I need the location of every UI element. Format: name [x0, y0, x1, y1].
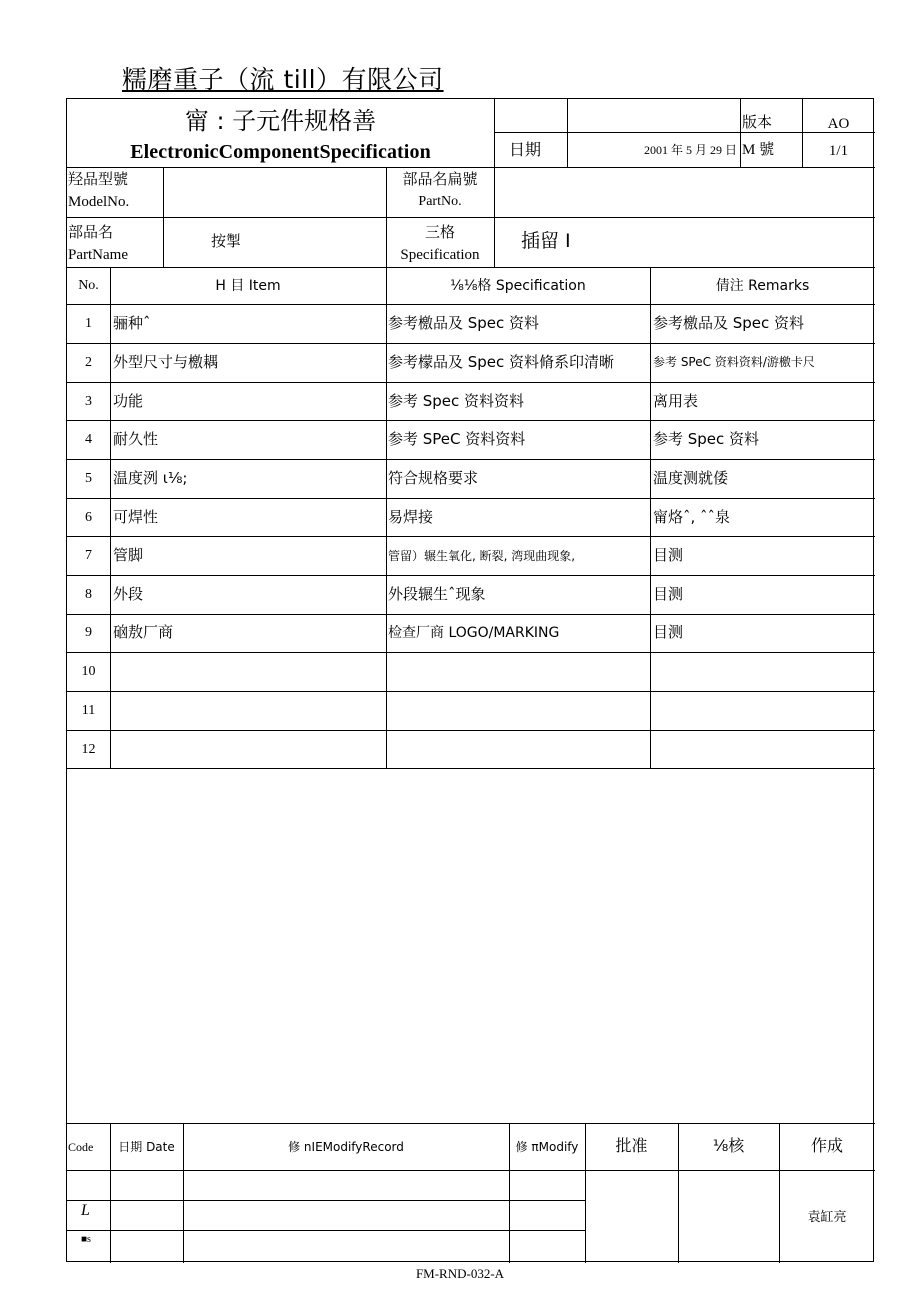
author-signature: 袁缸亮 — [807, 1210, 847, 1225]
col-header-item: H 目 Item — [215, 278, 281, 294]
col-header-no: No. — [78, 278, 99, 293]
rule — [67, 382, 875, 383]
row-remarks: 离用表 — [653, 392, 699, 410]
row-spec: 外段辗生ˆ现象 — [388, 585, 486, 603]
row-no: 9 — [85, 625, 92, 640]
rule — [67, 267, 875, 268]
row-item: 耐久性 — [113, 430, 159, 448]
page-label: M 號 — [742, 142, 775, 158]
rule — [67, 498, 875, 499]
review-label: ⅛核 — [712, 1136, 745, 1155]
rule — [67, 343, 875, 344]
partno-label-cn: 部品名扁號 — [402, 170, 478, 188]
row-no: 5 — [85, 471, 92, 486]
row-remarks: 甯烙ˆ, ˆˆ泉 — [653, 508, 731, 526]
rule — [67, 536, 875, 537]
partname-value: 按掣 — [211, 232, 242, 250]
rule — [110, 267, 111, 768]
rule — [650, 267, 651, 768]
date-label: 日期 — [509, 140, 542, 159]
rule — [567, 99, 568, 167]
revision-code-label: Code — [68, 1140, 94, 1154]
row-no: 8 — [85, 587, 92, 602]
company-name: 糯磨重子（流 till）有限公司 — [122, 65, 444, 94]
row-item: 外段 — [113, 585, 144, 603]
rule — [740, 99, 741, 167]
author-label: 作成 — [810, 1136, 843, 1155]
row-item: 硇敖厂商 — [113, 623, 174, 641]
rule — [67, 730, 875, 731]
model-label-cn: 羟品型號 — [68, 170, 129, 188]
document-title-en: ElectronicComponentSpecification — [130, 141, 431, 163]
row-spec: 易焊接 — [388, 508, 434, 526]
revision-modify-label: 修 πModify — [515, 1140, 579, 1154]
rule — [67, 768, 875, 769]
rule — [67, 652, 875, 653]
revision-row-code: ■s — [81, 1234, 91, 1245]
col-header-spec: ⅛⅛格 Specification — [450, 278, 586, 294]
rule — [67, 217, 875, 218]
rule — [67, 167, 875, 168]
rule — [67, 1123, 875, 1124]
rule — [494, 99, 495, 167]
row-spec: 参考 SPeC 资料资料 — [388, 430, 526, 448]
rule — [67, 614, 875, 615]
partno-label-en: PartNo. — [418, 194, 462, 209]
row-remarks: 参考 SPeC 资料资料/游檄卡尺 — [653, 355, 815, 369]
partname-label-en: PartName — [68, 247, 128, 263]
row-remarks: 参考 Spec 资料 — [653, 430, 760, 448]
row-no: 4 — [85, 432, 92, 447]
document-title-cn: 甯 : 子元件规格善 — [184, 107, 377, 135]
revision-row-code: L — [81, 1202, 90, 1219]
row-spec: 管留）辗生氧化, 断裂, 湾现曲现象, — [388, 549, 576, 563]
row-spec: 参考檄品及 Spec 资料 — [388, 314, 540, 332]
row-item: 管脚 — [113, 546, 144, 564]
spec-value: 插留 I — [521, 230, 571, 252]
row-remarks: 目测 — [653, 585, 684, 603]
revision-record-label: 修 nIEModifyRecord — [288, 1140, 404, 1154]
row-remarks: 参考檄品及 Spec 资料 — [653, 314, 805, 332]
rule — [67, 1230, 585, 1231]
row-spec: 检查厂商 LOGO/MARKING — [388, 625, 560, 641]
rule — [386, 267, 387, 768]
row-no: 10 — [81, 664, 96, 679]
row-no: 11 — [81, 703, 96, 718]
spec-label-en: Specification — [400, 247, 480, 263]
rule — [67, 459, 875, 460]
spec-form — [66, 98, 874, 1262]
row-item: 骊种ˆ — [113, 314, 151, 332]
row-spec: 参考 Spec 资料资料 — [388, 392, 525, 410]
model-label-en: ModelNo. — [68, 194, 130, 210]
row-remarks: 目测 — [653, 546, 684, 564]
row-item: 可焊性 — [113, 508, 159, 526]
spec-label-cn: 三格 — [424, 223, 455, 241]
col-header-remarks: 倩注 Remarks — [715, 278, 810, 294]
rule — [67, 420, 875, 421]
row-no: 1 — [85, 316, 92, 331]
revision-date-label: 日期 Date — [118, 1140, 175, 1154]
rule — [67, 575, 875, 576]
row-no: 6 — [85, 510, 92, 525]
approve-label: 批准 — [615, 1136, 648, 1155]
row-item: 功能 — [113, 392, 144, 410]
row-item: 温度洌 ι⅛; — [113, 469, 188, 487]
row-spec: 参考檬品及 Spec 资料脩系印清晰 — [388, 353, 615, 371]
rule — [67, 691, 875, 692]
rule — [67, 1200, 585, 1201]
partname-label-cn: 部品名 — [68, 223, 114, 241]
date-value: 2001 年 5 月 29 日 — [644, 143, 738, 157]
row-item: 外型尺寸与檄耦 — [113, 353, 219, 371]
page-value: 1/1 — [828, 143, 849, 159]
rule — [163, 167, 164, 267]
row-no: 3 — [85, 394, 92, 409]
row-no: 7 — [85, 548, 92, 563]
rule — [67, 304, 875, 305]
rule — [494, 167, 495, 267]
version-value: AO — [827, 116, 850, 132]
row-no: 12 — [81, 742, 96, 757]
version-label: 版本 — [742, 113, 773, 131]
row-remarks: 目测 — [653, 623, 684, 641]
row-remarks: 温度测就倭 — [653, 469, 729, 487]
rule — [494, 132, 875, 133]
row-no: 2 — [85, 355, 92, 370]
form-code: FM-RND-032-A — [415, 1266, 505, 1281]
row-spec: 符合规格要求 — [388, 469, 479, 487]
rule — [67, 1170, 875, 1171]
